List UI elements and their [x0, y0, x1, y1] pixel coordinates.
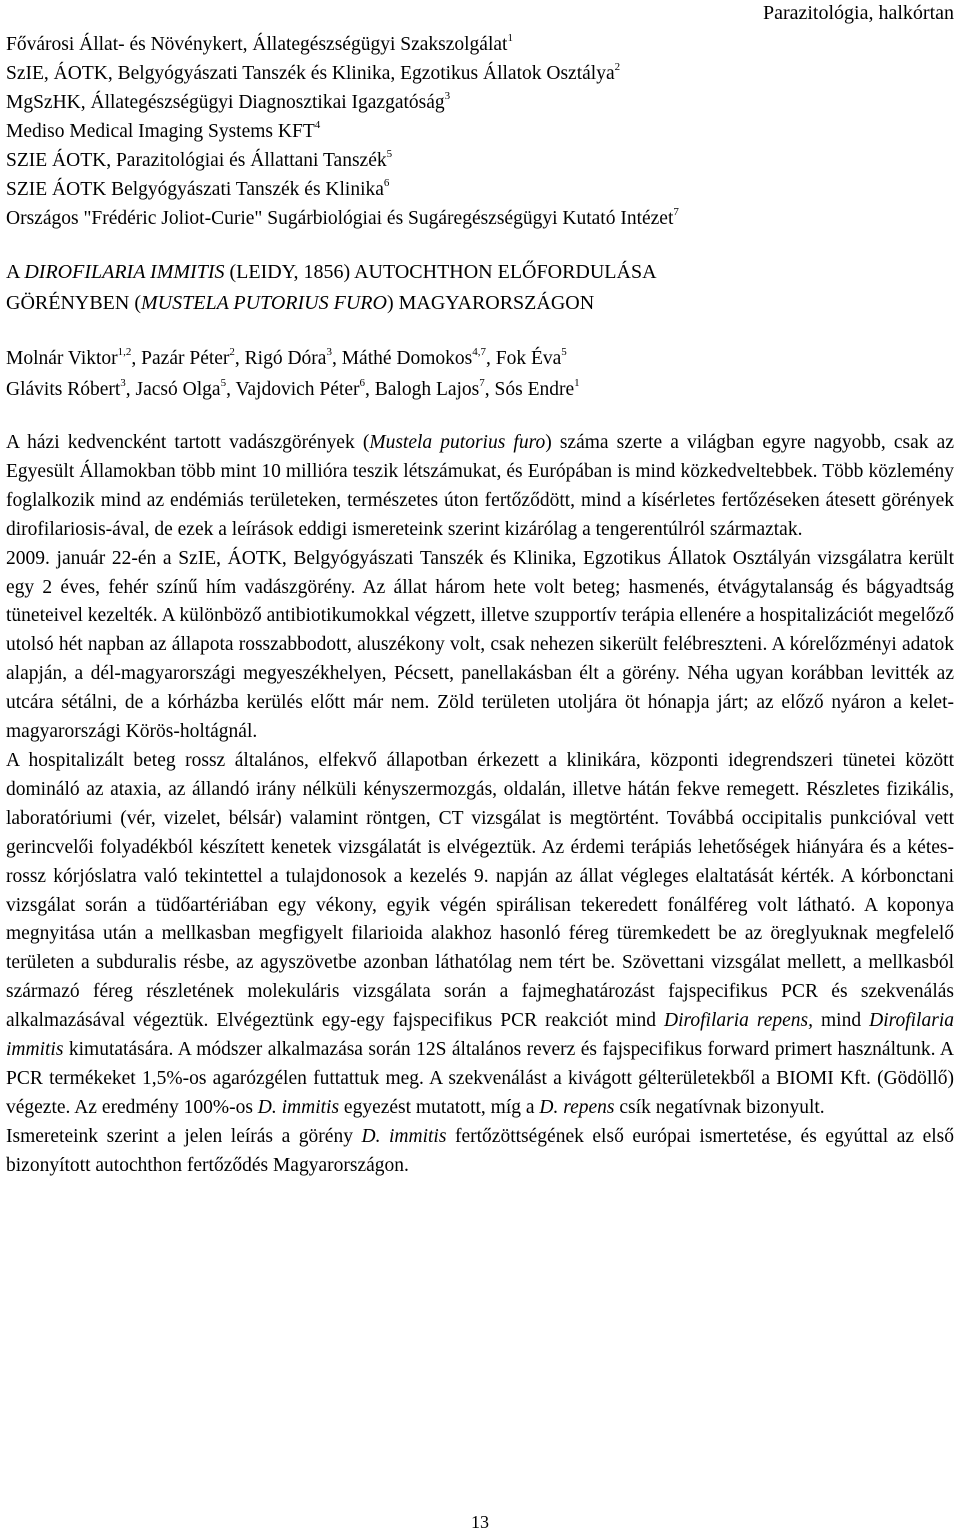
- author-name: Pazár Péter: [141, 348, 230, 369]
- author-name: Máthé Domokos: [341, 348, 473, 369]
- author-name: Balogh Lajos: [374, 379, 480, 400]
- affiliation-line: SzIE, ÁOTK, Belgyógyászati Tanszék és Klinika, Egzotikus Állatok Osztálya$^2$: [6, 61, 621, 84]
- paper-title: [6, 257, 951, 319]
- author-name: Sós Endre: [494, 379, 575, 400]
- affiliation-list: [6, 30, 946, 233]
- author-list: [6, 343, 951, 405]
- paragraph-findings: A hospitalizált beteg rossz általános, elfekvő állapotban érkezett a klinikára, központi idegrendszeri tünetei között domináló az ataxia, az állandó irány nélküli kényszermozgás, oldalán, illetve hátán fekve remegett. Részletes fizikális, laboratóriumi (vér, vizelet, bélsár) valamint röntgen, CT vizsgálat is megtörtént. Továbbá occipitalis punkcióval vett gerincvelői folyadékból készített kenetek vizsgálatát is elvégeztük. Az érdemi terápiás lehetőségek hiányára és a kétes-rossz kórjóslatra való tekintettel a tulajdonosok a kezelés 9. napján az állat végleges elaltatását kérték. A kórbonctani vizsgálat során a tüdőartériában egy vékony, egyik végén spirálisan tekeredett fonálféreg volt látható. A koponya megnyitása után a mellkasban megfigyelt filarioida alakhoz hasonló féreg türemkedett be az öreglyuknak megfelelő területen a subduralis résbe, az agyszövetbe azonban láthatólag nem tért be. Szövettani vizsgálat mellett, a mellkasból származó féreg részletének molekuláris vizsgálata során a fajmeghatározást fajspecifikus PCR és szekvenálás alkalmazásával végeztük. Elvégeztünk egy-egy fajspecifikus PCR reakciót mind Dirofilaria repens, mind Dirofilaria immitis kimutatására. A módszer alkalmazása során 12S általános reverz és fajspecifikus forward primert használtunk. A PCR termékeket 1,5%-os agarózgélen futtattuk meg. A szekvenálást a kivágott gélterületekből a BIOMI Kft. (Gödöllő) végezte. Az eredmény 100%-os D. immitis egyezést mutatott, míg a D. repens csík negatívnak bizonyult.: [6, 749, 954, 1118]
- running-header: Parazitológia, halkórtan: [762, 2, 954, 24]
- title-line-2: GÖRÉNYBEN (MUSTELA PUTORIUS FURO) MAGYARORSZÁGON: [6, 292, 595, 314]
- author-name: Vajdovich Péter: [235, 379, 360, 400]
- author-line-2: Glávits Róbert$^3$, Jacsó Olga$^5$, Vajdovich Péter$^6$, Balogh Lajos$^7$, Sós Endre$^1$: [6, 377, 580, 400]
- author-name: Glávits Róbert: [6, 379, 121, 400]
- affiliation-line: SZIE ÁOTK Belgyógyászati Tanszék és Klinika$^6$: [6, 177, 390, 200]
- paragraph-case-history: 2009. január 22-én a SzIE, ÁOTK, Belgyógyászati Tanszék és Klinika, Egzotikus Állatok Osztályán vizsgálatra került egy 2 éves, fehér színű hím vadászgörény. Az állat három hete volt beteg; hasmenés, étvágytalanság és bágyadtság tüneteivel kezelték. A különböző antibiotikumokkal végzett, illetve szupportív terápia ellenére a hospitalizációt megelőző utolsó hét napban az állapota rosszabbodott, aluszékony volt, csak nehezen sikerült felébreszteni. A kórelőzményi adatok alapján, a dél-magyarországi megyeszékhelyen, Pécsett, panellakásban élt a görény. Néha ugyan korábban levitték az utcára sétálni, de a kórházba kerülés előtt már nem. Zöld területen utoljára öt hónapja járt; az előző nyáron a kelet-magyarországi Körös-holtágnál.: [6, 547, 954, 743]
- author-name: Jacsó Olga: [135, 379, 221, 400]
- author-name: Rigó Dóra: [244, 348, 327, 369]
- paragraph-conclusion: Ismereteink szerint a jelen leírás a görény D. immitis fertőzöttségének első európai ismertetése, és egyúttal az első bizonyított autochthon fertőződés Magyarországon.: [6, 1125, 954, 1176]
- author-line-1: Molnár Viktor$^{1,2}$, Pazár Péter$^2$, Rigó Dóra$^3$, Máthé Domokos$^{4,7}$, Fok Éva$^5$: [6, 346, 567, 369]
- affiliation-line: SZIE ÁOTK, Parazitológiai és Állattani Tanszék$^5$: [6, 148, 393, 171]
- affiliation-line: Országos "Frédéric Joliot-Curie" Sugárbiológiai és Sugáregészségügyi Kutató Intézet$^7$: [6, 206, 679, 229]
- page-number: 13: [471, 1512, 489, 1532]
- author-name: Molnár Viktor: [6, 348, 118, 369]
- title-line-1: A DIROFILARIA IMMITIS (LEIDY, 1856) AUTOCHTHON ELŐFORDULÁSA: [6, 261, 657, 283]
- affiliation-line: Mediso Medical Imaging Systems KFT$^4$: [6, 119, 321, 142]
- paragraph-intro: A házi kedvencként tartott vadászgörények (Mustela putorius furo) száma szerte a világban egyre nagyobb, csak az Egyesült Államokban több mint 10 millióra teszik létszámukat, és Európában is mind közkedveltebbek. Több közlemény foglalkozik mind az endémiás területeken, természetes úton fertőződött, mind a kísérletes fertőzéseken átesett görények dirofilariosis-ával, de ezek a leírások eddigi ismereteink szerint kizárólag a tengerentúlról származtak.: [6, 432, 954, 540]
- abstract-body: [6, 429, 954, 1181]
- affiliation-line: MgSzHK, Állategészségügyi Diagnosztikai Igazgatóság$^3$: [6, 90, 451, 113]
- author-name: Fok Éva: [495, 348, 562, 369]
- affiliation-line: Fővárosi Állat- és Növénykert, Állategészségügyi Szakszolgálat$^1$: [6, 32, 513, 55]
